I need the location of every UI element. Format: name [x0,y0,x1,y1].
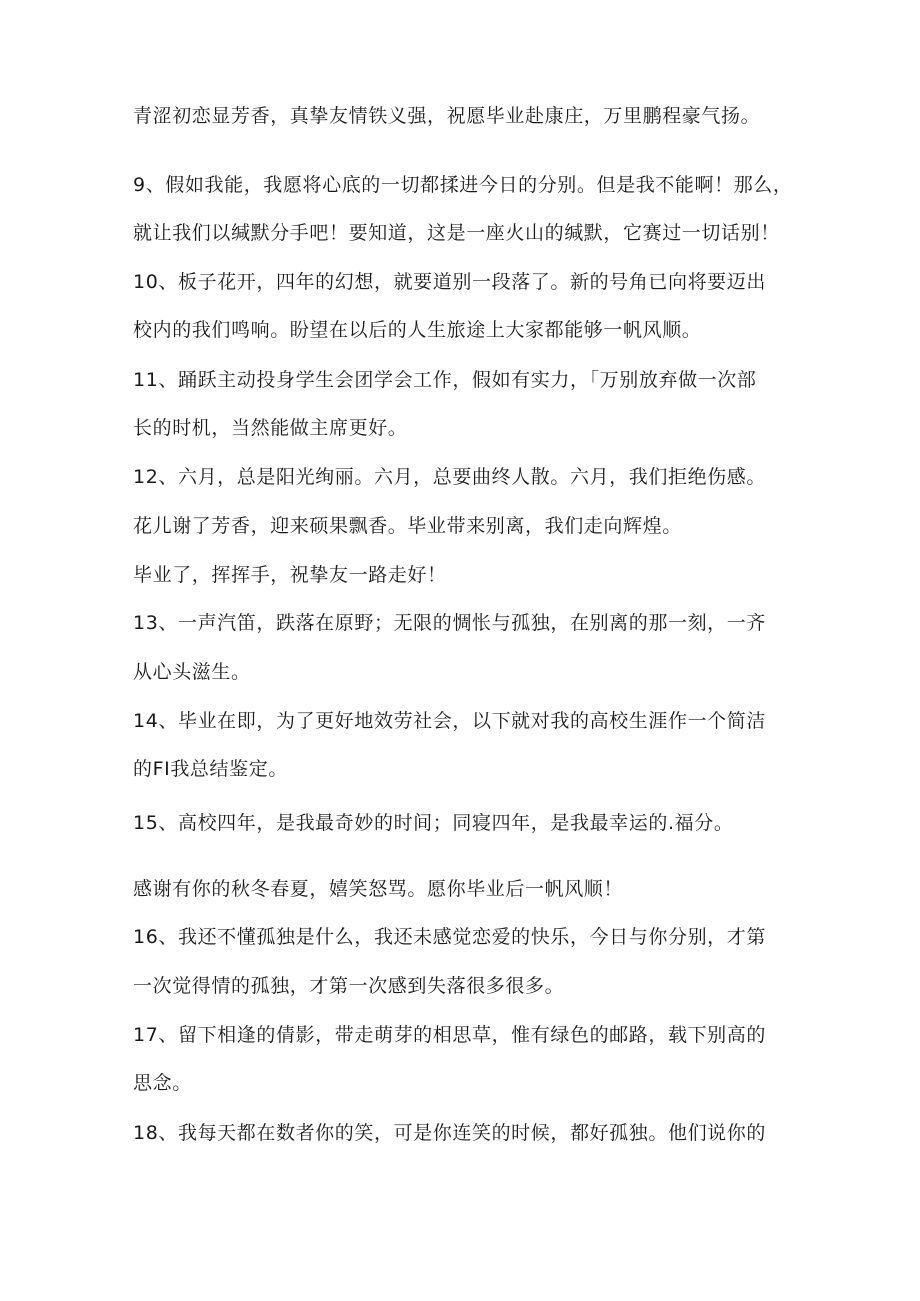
text-line: 就让我们以缄默分手吧！要知道，这是一座火山的缄默，它赛过一切话别！ [133,222,780,244]
text-line: 花儿谢了芳香，迎来硕果飘香。毕业带来别离，我们走向辉煌。 [133,515,682,537]
text-line: 9、假如我能，我愿将心底的一切都揉进今日的分别。但是我不能啊！那么， [133,174,793,196]
text-line: 12、六月，总是阳光绚丽。六月，总要曲终人散。六月，我们拒绝伤感。 [133,466,766,488]
text-line: 17、留下相逢的倩影，带走萌芽的相思草，惟有绿色的邮路，载下别高的 [133,1024,766,1046]
text-line: 一次觉得情的孤独，才第一次感到失落很多很多。 [133,975,565,997]
text-line: 感谢有你的秋冬春夏，嬉笑怒骂。愿你毕业后一帆风顺！ [133,878,624,900]
text-line: 从心头滋生。 [133,661,251,683]
text-line: 13、一声汽笛，跌落在原野；无限的惆怅与孤独，在别离的那一刻，一齐 [133,612,766,634]
text-line: 长的时机，当然能做主席更好。 [133,417,408,439]
text-line: 16、我还不懂孤独是什么，我还未感觉恋爱的快乐，今日与你分别，才第 [133,926,766,948]
text-line: 10、板子花开，四年的幻想，就要道别一段落了。新的号角已向将要迈出 [133,271,766,293]
text-line: 15、高校四年，是我最奇妙的时间；同寝四年，是我最幸运的.福分。 [133,812,734,834]
text-line: 14、毕业在即，为了更好地效劳社会，以下就对我的高校生涯作一个简洁 [133,710,766,732]
text-line: 校内的我们鸣响。盼望在以后的人生旅途上大家都能够一帆风顺。 [133,319,702,341]
text-line: 青涩初恋显芳香，真挚友情铁义强，祝愿毕业赴康庄，万里鹏程豪气扬。 [133,105,761,127]
text-line: 11、踊跃主动投身学生会团学会工作，假如有实力，「万别放弃做一次部 [133,369,757,391]
text-line: 毕业了，挥挥手，祝挚友一路走好！ [133,564,447,586]
text-line: 的FI我总结鉴定。 [133,758,288,780]
text-line: 思念。 [133,1072,192,1094]
text-line: 18、我每天都在数者你的笑，可是你连笑的时候，都好孤独。他们说你的 [133,1122,766,1144]
